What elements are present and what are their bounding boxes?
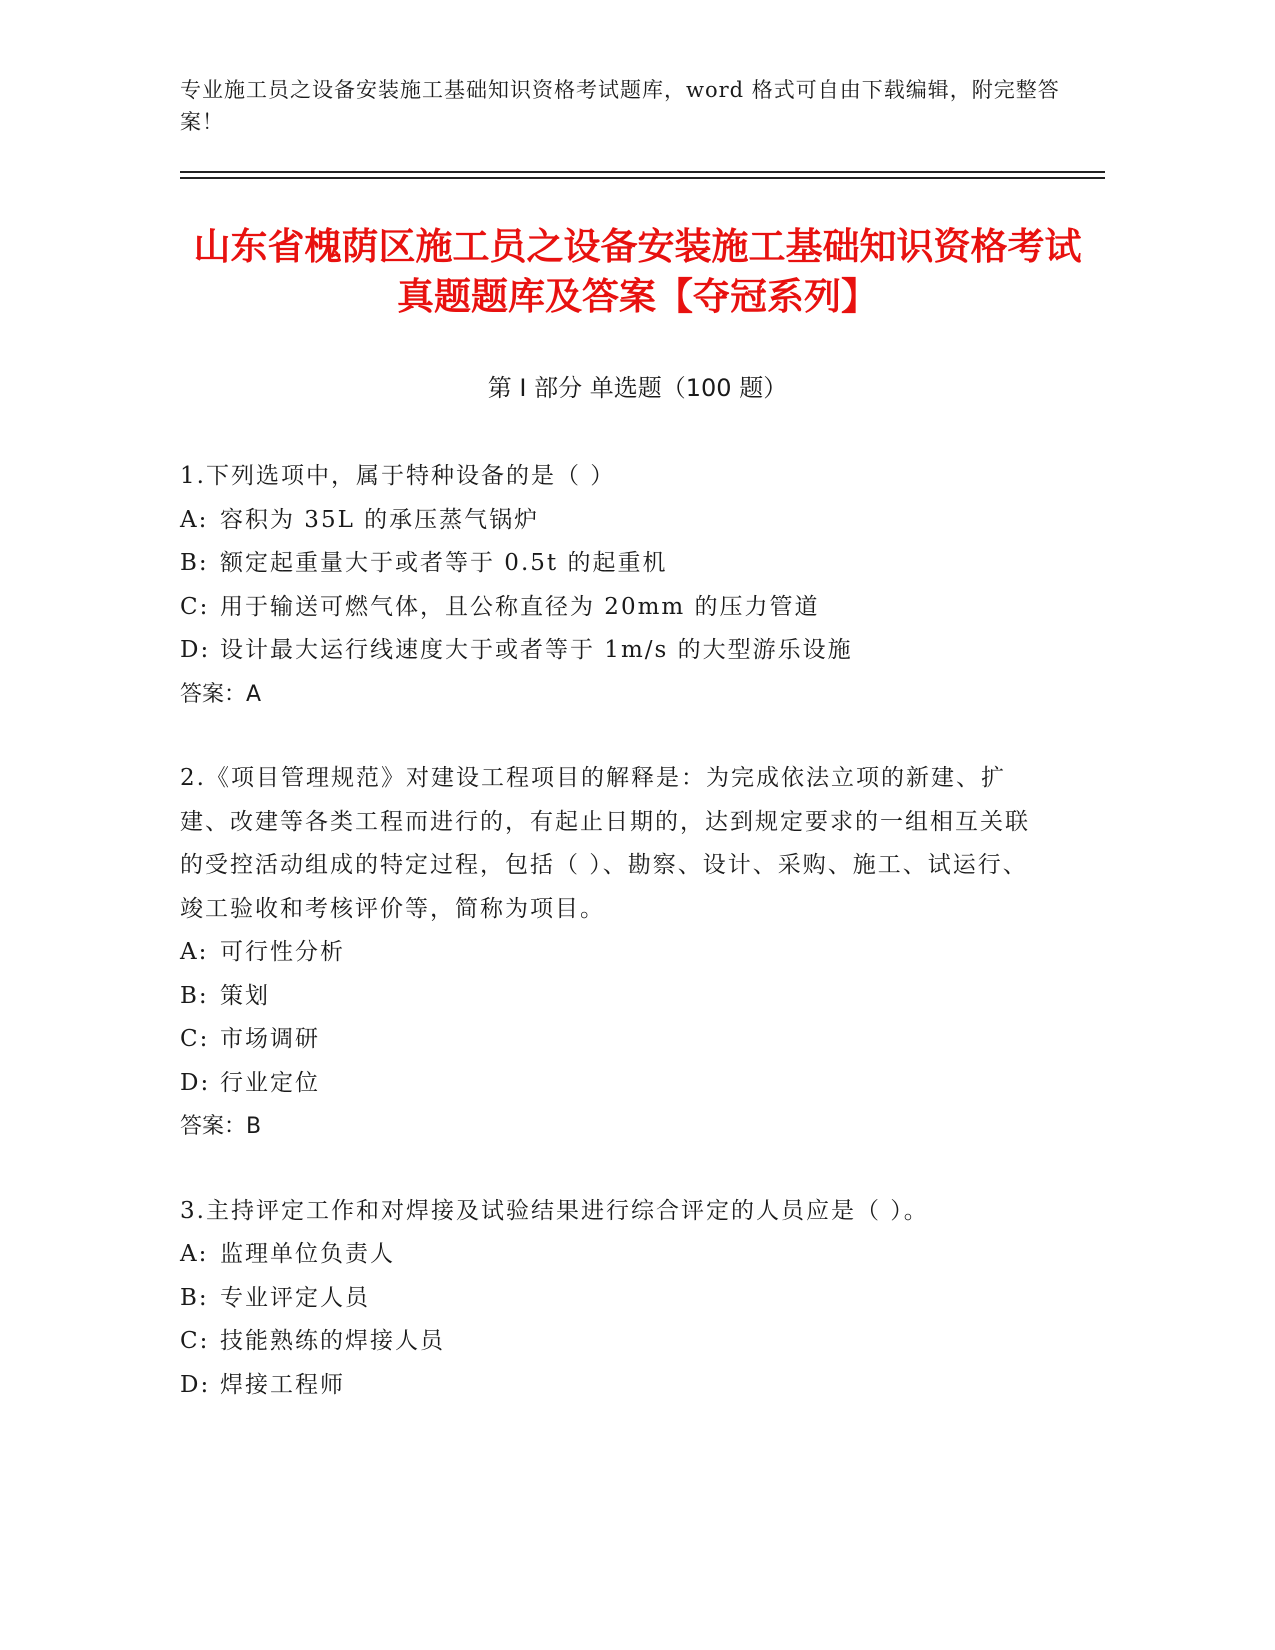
option-text: 策划 — [220, 982, 270, 1009]
option-text: 焊接工程师 — [220, 1371, 345, 1398]
option-d — [180, 1364, 1050, 1408]
option-text: 技能熟练的焊接人员 — [220, 1328, 445, 1354]
option-text: 可行性分析 — [220, 939, 345, 965]
option-c — [180, 586, 1050, 630]
answer: 答案：A — [180, 681, 262, 707]
option-b — [180, 542, 1050, 586]
option-text: 容积为 35L 的承压蒸气锅炉 — [220, 506, 540, 533]
header-rule-top — [180, 171, 1105, 173]
header-note: 专业施工员之设备安装施工基础知识资格考试题库，word 格式可自由下载编辑，附完整答案！ — [180, 78, 1060, 134]
question-1 — [180, 455, 1050, 716]
option-key: B: — [180, 550, 209, 576]
option-a — [180, 931, 1050, 975]
option-text: 行业定位 — [220, 1069, 320, 1096]
option-text: 专业评定人员 — [220, 1284, 370, 1311]
option-key: D: — [180, 637, 211, 663]
option-b — [180, 1277, 1050, 1321]
option-key: B: — [180, 1284, 209, 1311]
option-key: B: — [180, 982, 209, 1009]
option-key: A: — [180, 939, 209, 965]
option-text: 设计最大运行线速度大于或者等于 1m/s 的大型游乐设施 — [220, 637, 853, 663]
option-key: A: — [180, 1241, 209, 1267]
option-key: A: — [180, 506, 209, 533]
option-a — [180, 1233, 1050, 1277]
option-b — [180, 975, 1050, 1019]
option-text: 市场调研 — [220, 1026, 320, 1052]
answer: 答案：B — [180, 1114, 262, 1139]
question-3 — [180, 1190, 1050, 1408]
question-list — [180, 455, 1050, 1448]
option-c — [180, 1018, 1050, 1062]
option-d — [180, 1062, 1050, 1106]
option-key: D: — [180, 1371, 211, 1398]
question-stem: 2.《项目管理规范》对建设工程项目的解释是：为完成依法立项的新建、扩建、改建等各类工程而进行的，有起止日期的，达到规定要求的一组相互关联的受控活动组成的特定过程，包括（ ）、勘察、设计、采购、施工、试运行、竣工验收和考核评价等，简称为项目。 — [180, 765, 1030, 922]
section-title: 第 I 部分 单选题（100 题） — [487, 374, 788, 402]
option-d — [180, 629, 1050, 673]
option-a — [180, 499, 1050, 543]
option-key: C: — [180, 1328, 210, 1354]
option-key: C: — [180, 593, 210, 620]
question-2 — [180, 757, 1050, 1149]
document-title: 山东省槐荫区施工员之设备安装施工基础知识资格考试真题题库及答案【夺冠系列】 — [193, 225, 1082, 318]
option-text: 监理单位负责人 — [220, 1241, 395, 1267]
option-text: 额定起重量大于或者等于 0.5t 的起重机 — [220, 550, 668, 576]
question-stem: 1.下列选项中，属于特种设备的是（ ） — [180, 463, 616, 489]
option-key: C: — [180, 1026, 210, 1052]
header-rule-bottom — [180, 177, 1105, 179]
option-c — [180, 1320, 1050, 1364]
option-text: 用于输送可燃气体，且公称直径为 20mm 的压力管道 — [220, 593, 820, 620]
option-key: D: — [180, 1069, 211, 1096]
question-stem: 3.主持评定工作和对焊接及试验结果进行综合评定的人员应是（ ）。 — [180, 1197, 929, 1224]
